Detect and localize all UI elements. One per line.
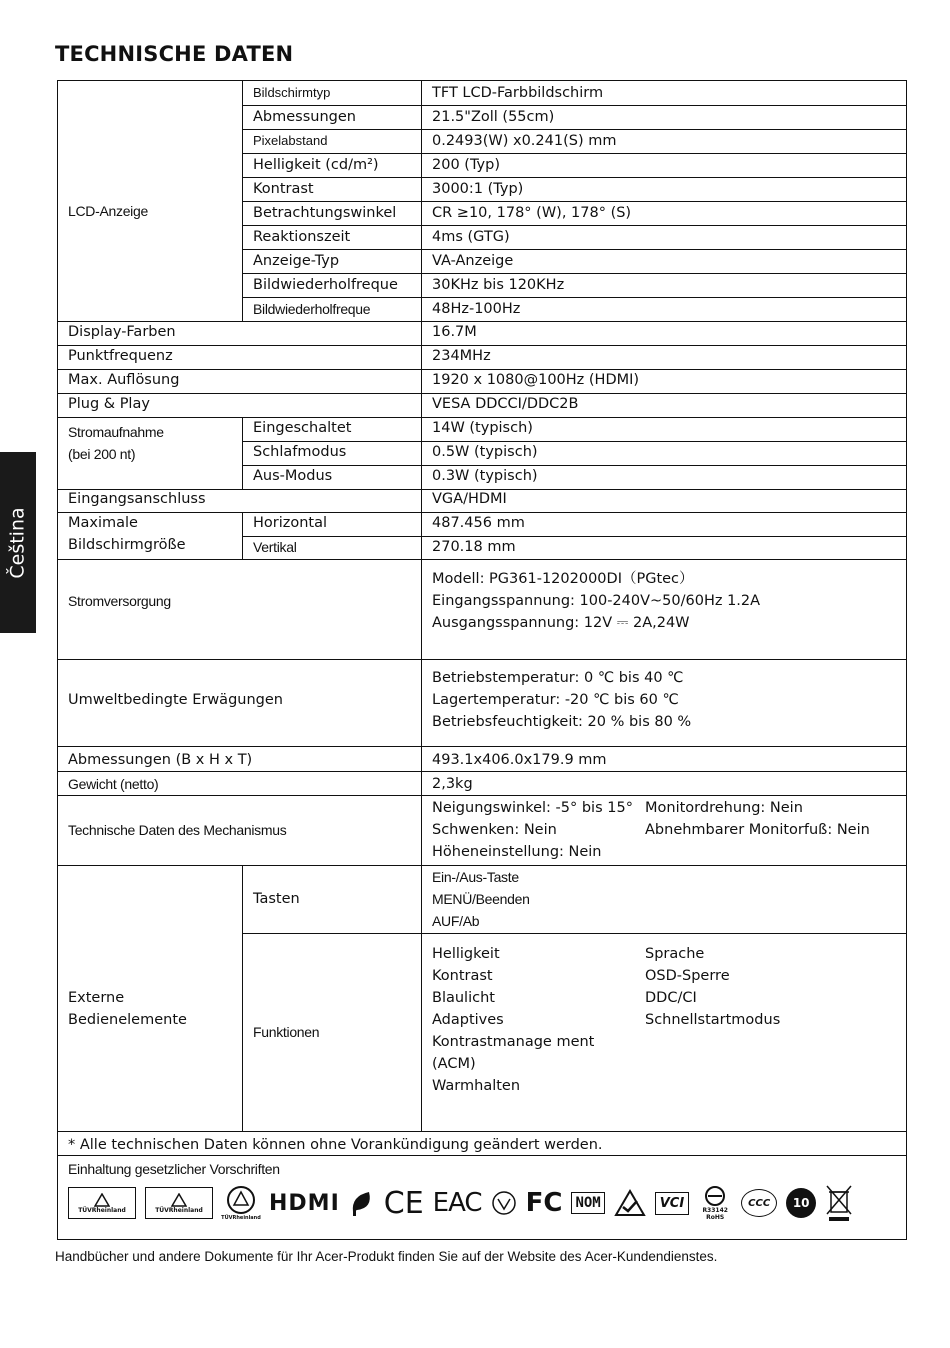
table-rule xyxy=(242,417,243,489)
table-rule xyxy=(242,81,243,321)
table-rule xyxy=(242,865,243,1131)
table-rule xyxy=(242,465,906,466)
lcd-row-value: 4ms (GTG) xyxy=(432,229,510,245)
lcd-row-value: VA-Anzeige xyxy=(432,253,514,269)
tuv-triangle-icon xyxy=(171,1193,187,1207)
tuv-circle-icon xyxy=(226,1185,256,1215)
lcd-row-value: 3000:1 (Typ) xyxy=(432,181,524,197)
footer-note: Handbücher und andere Dokumente für Ihr Acer-Produkt finden Sie auf der Website des Acer-Kundendienstes. xyxy=(55,1249,718,1264)
environment-line-1: Betriebstemperatur: 0 ℃ bis 40 ℃ xyxy=(432,670,684,686)
keys-label: Tasten xyxy=(253,891,300,907)
lcd-row-label: Reaktionszeit xyxy=(253,229,351,245)
energy-logo xyxy=(349,1188,375,1218)
specs-table xyxy=(57,80,907,1240)
dimensions-value: 493.1x406.0x179.9 mm xyxy=(432,752,607,768)
spec-row-value: 16.7M xyxy=(432,324,477,340)
supply-line-1: Modell: PG361-1202000DI（PGtec） xyxy=(432,571,694,587)
mechanism-label: Technische Daten des Mechanismus xyxy=(68,822,287,838)
table-rule xyxy=(58,489,906,490)
table-rule xyxy=(242,441,906,442)
tuv-ergonomics-logo: TÜVRheinland xyxy=(68,1187,136,1219)
language-side-tab xyxy=(0,452,36,633)
language-label: Čeština xyxy=(7,506,29,579)
function-item: (ACM) xyxy=(432,1056,476,1072)
maxsize-sublabel: Bildschirmgröße xyxy=(68,537,186,553)
ukraine-logo xyxy=(491,1190,517,1216)
function-item: Schnellstartmodus xyxy=(645,1012,781,1028)
rohs-logo: R33142 RoHS xyxy=(698,1185,732,1221)
functions-label: Funktionen xyxy=(253,1024,320,1040)
maxsize-horizontal-label: Horizontal xyxy=(253,515,328,531)
mechanism-swivel: Schwenken: Nein xyxy=(432,822,557,838)
table-rule xyxy=(242,153,906,154)
table-rule xyxy=(58,345,906,346)
function-item: OSD-Sperre xyxy=(645,968,730,984)
table-rule xyxy=(58,746,906,747)
table-rule xyxy=(421,81,422,1131)
lcd-row-label: Betrachtungswinkel xyxy=(253,205,397,221)
lcd-group-label: LCD-Anzeige xyxy=(68,203,148,219)
table-rule xyxy=(58,321,906,322)
ctick-icon xyxy=(614,1189,646,1217)
page-title: TECHNISCHE DATEN xyxy=(55,42,294,66)
vci-logo: VCI xyxy=(655,1192,689,1215)
ccc-logo: CCC xyxy=(741,1189,777,1217)
table-rule xyxy=(58,559,906,560)
table-rule xyxy=(242,249,906,250)
spec-row-value: 1920 x 1080@100Hz (HDMI) xyxy=(432,372,640,388)
spec-row-value: 234MHz xyxy=(432,348,491,364)
environment-line-2: Lagertemperatur: -20 ℃ bis 60 ℃ xyxy=(432,692,679,708)
table-rule xyxy=(242,536,906,537)
spec-row-value: VESA DDCCI/DDC2B xyxy=(432,396,579,412)
maxsize-label: Maximale xyxy=(68,515,138,531)
table-rule xyxy=(242,129,906,130)
power-row-value: 14W (typisch) xyxy=(432,420,533,436)
lcd-row-label: Bildwiederholfreque xyxy=(253,277,398,293)
table-rule xyxy=(58,865,906,866)
lcd-row-label: Bildschirmtyp xyxy=(253,85,331,100)
input-label: Eingangsanschluss xyxy=(68,491,206,507)
lcd-row-value: 48Hz-100Hz xyxy=(432,301,521,317)
table-rule xyxy=(58,512,906,513)
spec-row-label: Max. Auflösung xyxy=(68,372,180,388)
controls-group-sublabel: Bedienelemente xyxy=(68,1012,187,1028)
certification-logos xyxy=(68,1181,853,1225)
mechanism-pivot: Monitordrehung: Nein xyxy=(645,800,803,816)
table-rule xyxy=(242,273,906,274)
table-rule xyxy=(242,933,906,934)
power-group-label: Stromaufnahme xyxy=(68,424,164,440)
power-group-sublabel: (bei 200 nt) xyxy=(68,446,136,462)
table-rule xyxy=(58,417,906,418)
mechanism-stand: Abnehmbarer Monitorfuß: Nein xyxy=(645,822,870,838)
bsmi-icon xyxy=(703,1185,727,1207)
table-rule xyxy=(58,393,906,394)
function-item: Kontrastmanage ment xyxy=(432,1034,595,1050)
controls-group-label: Externe xyxy=(68,990,125,1006)
lcd-row-value: TFT LCD-Farbbildschirm xyxy=(432,85,604,101)
tuv-flicker-logo: TÜVRheinland xyxy=(145,1187,213,1219)
energy-icon xyxy=(349,1188,375,1218)
lcd-row-value: 200 (Typ) xyxy=(432,157,500,173)
maxsize-vertical-label: Vertikal xyxy=(253,539,297,555)
spec-row-label: Display-Farben xyxy=(68,324,176,340)
supply-label: Stromversorgung xyxy=(68,593,171,609)
supply-line-2: Eingangsspannung: 100-240V~50/60Hz 1.2A xyxy=(432,593,761,609)
lcd-row-label: Helligkeit (cd/m²) xyxy=(253,157,379,173)
fcc-logo: FC xyxy=(525,1188,563,1218)
input-value: VGA/HDMI xyxy=(432,491,507,507)
power-row-value: 0.5W (typisch) xyxy=(432,444,538,460)
weight-label: Gewicht (netto) xyxy=(68,776,159,792)
maxsize-horizontal-value: 487.456 mm xyxy=(432,515,525,531)
table-rule xyxy=(58,771,906,772)
lcd-row-value: 0.2493(W) x0.241(S) mm xyxy=(432,133,617,149)
eac-logo: EAC xyxy=(432,1188,482,1218)
key-updown: AUF/Ab xyxy=(432,913,480,929)
table-rule xyxy=(242,512,243,559)
key-menu: MENÜ/Beenden xyxy=(432,891,530,907)
mechanism-height: Höheneinstellung: Nein xyxy=(432,844,602,860)
power-row-label: Aus-Modus xyxy=(253,468,333,484)
spec-row-label: Punktfrequenz xyxy=(68,348,173,364)
ukraine-mark-icon xyxy=(491,1190,517,1216)
tuv-triangle-icon xyxy=(94,1193,110,1207)
efup-10-logo: 10 xyxy=(786,1188,816,1218)
lcd-row-value: 21.5"Zoll (55cm) xyxy=(432,109,555,125)
table-rule xyxy=(242,297,906,298)
environment-line-3: Betriebsfeuchtigkeit: 20 % bis 80 % xyxy=(432,714,692,730)
function-item: Warmhalten xyxy=(432,1078,521,1094)
function-item: Helligkeit xyxy=(432,946,500,962)
table-rule xyxy=(242,225,906,226)
table-rule xyxy=(58,795,906,796)
lcd-row-label: Kontrast xyxy=(253,181,314,197)
environment-label: Umweltbedingte Erwägungen xyxy=(68,692,283,708)
weee-bin-icon xyxy=(825,1184,853,1222)
table-rule xyxy=(242,201,906,202)
table-rule xyxy=(242,105,906,106)
compliance-label: Einhaltung gesetzlicher Vorschriften xyxy=(68,1161,280,1177)
table-rule xyxy=(58,1131,906,1132)
lcd-row-label: Anzeige-Typ xyxy=(253,253,340,269)
disclaimer: * Alle technischen Daten können ohne Vorankündigung geändert werden. xyxy=(68,1137,603,1153)
nom-logo: NOM xyxy=(571,1192,604,1214)
spec-row-label: Plug & Play xyxy=(68,396,150,412)
power-row-value: 0.3W (typisch) xyxy=(432,468,538,484)
table-rule xyxy=(242,177,906,178)
function-item: Adaptives xyxy=(432,1012,504,1028)
maxsize-vertical-value: 270.18 mm xyxy=(432,539,516,555)
lcd-row-label: Bildwiederholfreque xyxy=(253,301,371,317)
key-power: Ein-/Aus-Taste xyxy=(432,869,519,885)
table-rule xyxy=(58,659,906,660)
ce-logo: CE xyxy=(383,1185,424,1221)
lcd-row-label: Abmessungen xyxy=(253,109,356,125)
weee-bin-logo xyxy=(825,1184,853,1222)
tuv-circle-logo: TÜVRheinland xyxy=(222,1184,260,1222)
power-row-label: Eingeschaltet xyxy=(253,420,352,436)
power-row-label: Schlafmodus xyxy=(253,444,347,460)
lcd-row-label: Pixelabstand xyxy=(253,133,328,148)
dimensions-label: Abmessungen (B x H x T) xyxy=(68,752,253,768)
table-rule xyxy=(58,369,906,370)
lcd-row-value: CR ≥10, 178° (W), 178° (S) xyxy=(432,205,632,221)
function-item: DDC/CI xyxy=(645,990,697,1006)
function-item: Kontrast xyxy=(432,968,493,984)
supply-line-3: Ausgangsspannung: 12V ⎓ 2A,24W xyxy=(432,615,690,631)
function-item: Sprache xyxy=(645,946,705,962)
mechanism-tilt: Neigungswinkel: -5° bis 15° xyxy=(432,800,633,816)
table-rule xyxy=(58,1155,906,1156)
weight-value: 2,3kg xyxy=(432,776,473,792)
lcd-row-value: 30KHz bis 120KHz xyxy=(432,277,565,293)
ctick-logo xyxy=(614,1189,646,1217)
hdmi-logo: HDMI xyxy=(269,1190,340,1216)
function-item: Blaulicht xyxy=(432,990,495,1006)
